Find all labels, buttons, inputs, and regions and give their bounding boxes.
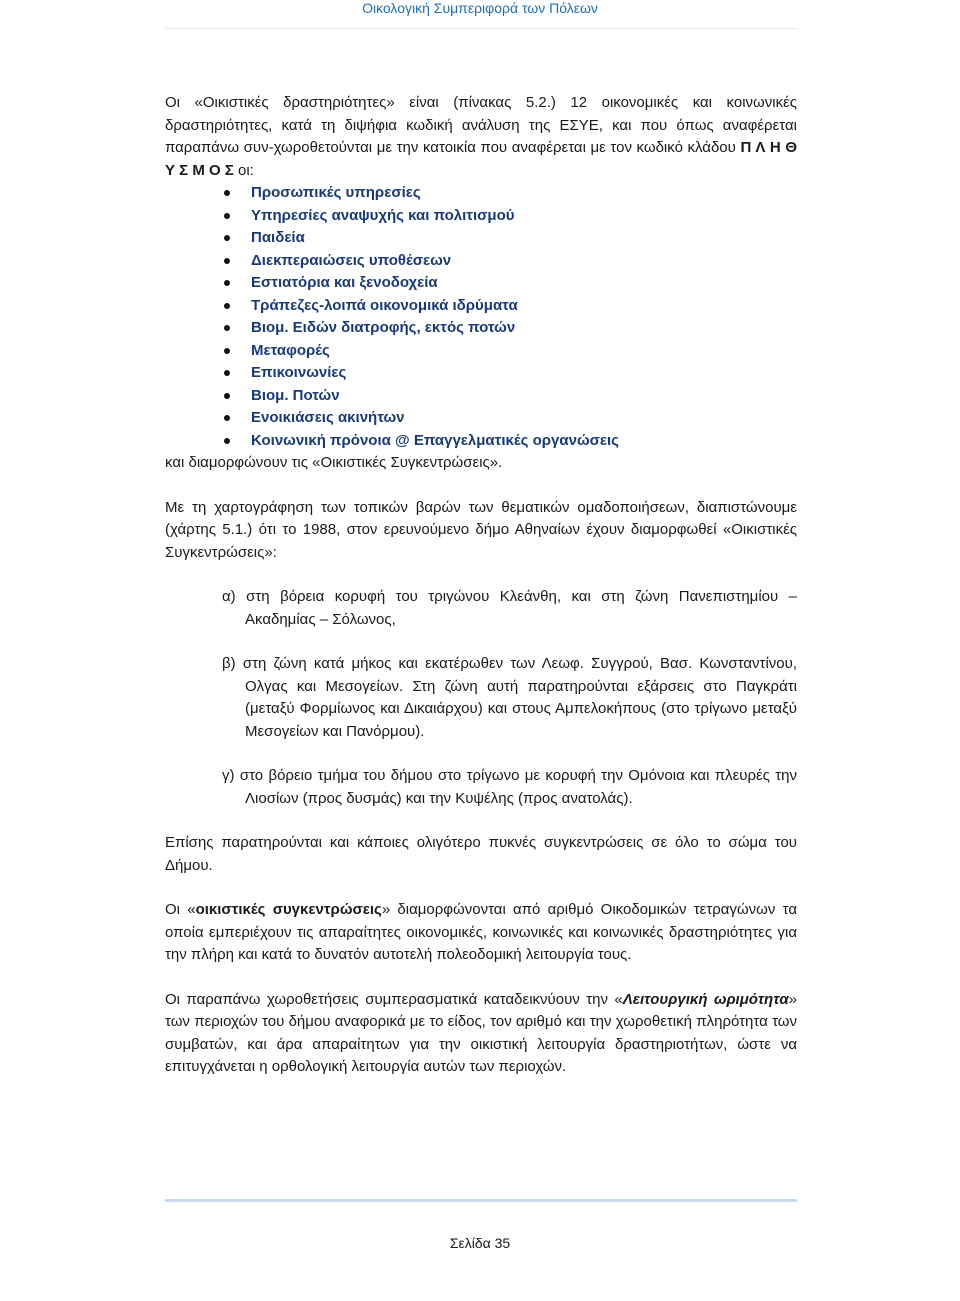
density-paragraph: Επίσης παρατηρούνται και κάποιες ολιγότερο πυκνές συγκεντρώσεις σε όλο το σώμα του Δήμου.	[165, 834, 797, 874]
concentrations-post: » διαμορφώνονται από αριθμό Οικοδομικών τετραγώνων τα οποία εμπεριέχουν τις απαραίτητες οικονομικές, κοινωνικές και κοινωνικές δραστηριότητες για την πλήρη και κατά το δυνατόν αυτοτελή πολεοδομική λειτουργία τους.	[165, 901, 797, 963]
concentrations-pre: Οι «	[165, 901, 196, 918]
concentrations-term: οικιστικές συγκεντρώσεις	[195, 901, 382, 918]
sector-code: Π Λ Η Θ Υ Σ Μ Ο Σ	[165, 139, 797, 179]
list-item: Βιομ. Ειδών διατροφής, εκτός ποτών	[165, 317, 797, 340]
intro-tail: οι:	[233, 161, 254, 179]
item-a: α) στη βόρεια κορυφή του τριγώνου Κλεάνθη, και στη ζώνη Πανεπιστημίου – Ακαδημίας – Σόλωνος,	[222, 588, 797, 628]
header-divider	[165, 28, 797, 29]
list-item: Μεταφορές	[165, 340, 797, 363]
maturity-term: Λειτουργική ωριμότητα	[622, 990, 789, 1008]
concentrations-paragraph	[165, 899, 797, 967]
list-item: Επικοινωνίες	[165, 362, 797, 385]
item-b: β) στη ζώνη κατά μήκος και εκατέρωθεν των Λεωφ. Συγγρού, Βασ. Κωνσταντίνου, Ολγας και Μεσογείων. Στη ζώνη αυτή παρατηρούνται εξάρσεις στο Παγκράτι (μεταξύ Φορμίωνος και Δικαιάρχου) και στους Αμπελοκήπους (στο τρίγωνο μεταξύ Μεσογείων και Πανόρμου).	[222, 655, 797, 740]
page-body	[165, 92, 797, 1079]
item-c: γ) στο βόρειο τμήμα του δήμου στο τρίγωνο με κορυφή την Ομόνοια και πλευρές την Λιοσίων (προς δυσμάς) και την Κυψέλης (προς ανατολάς).	[222, 767, 797, 807]
list-item: Κοινωνική πρόνοια @ Επαγγελματικές οργανώσεις	[165, 430, 797, 453]
intro-paragraph	[165, 92, 797, 182]
list-item: Εστιατόρια και ξενοδοχεία	[165, 272, 797, 295]
mapping-paragraph: Με τη χαρτογράφηση των τοπικών βαρών των θεματικών ομαδοποιήσεων, διαπιστώνουμε (χάρτης 5.1.) ότι το 1988, στον ερευνούμενο δήμο Αθηναίων έχουν διαμορφωθεί «Οικιστικές Συγκεντρώσεις»:	[165, 498, 797, 561]
list-item: Υπηρεσίες αναψυχής και πολιτισμού	[165, 205, 797, 228]
after-list-text: και διαμορφώνουν τις «Οικιστικές Συγκεντρώσεις».	[165, 454, 503, 471]
maturity-post: » των περιοχών του δήμου αναφορικά με το είδος, τον αριθμό και την χωροθετική πληρότητα των συμβατών, και άρα απαραίτητων για την οικιστική λειτουργία δραστηριοτήτων, ώστε να επιτυγχάνεται η ορθολογική λειτουργία αυτών των περιοχών.	[165, 990, 797, 1075]
list-item: Βιομ. Ποτών	[165, 385, 797, 408]
page-number: Σελίδα 35	[449, 1235, 511, 1251]
list-item: Προσωπικές υπηρεσίες	[165, 182, 797, 205]
running-header: Οικολογική Συμπεριφορά των Πόλεων	[362, 0, 598, 16]
list-item: Ενοικιάσεις ακινήτων	[165, 407, 797, 430]
list-item: Παιδεία	[165, 227, 797, 250]
maturity-paragraph	[165, 989, 797, 1079]
list-item: Τράπεζες-λοιπά οικονομικά ιδρύματα	[165, 295, 797, 318]
list-item: Διεκπεραιώσεις υποθέσεων	[165, 250, 797, 273]
activities-list	[165, 182, 797, 452]
footer-divider	[165, 1199, 797, 1202]
maturity-pre: Οι παραπάνω χωροθετήσεις συμπερασματικά καταδεικνύουν την «	[165, 990, 623, 1008]
intro-text: Οι «Οικιστικές δραστηριότητες» είναι (πίνακας 5.2.) 12 οικονομικές και κοινωνικές δραστηριότητες, κατά τη διψήφια κωδική ανάλυση της ΕΣΥΕ, και που όπως αναφέρεται παραπάνω συν-χωροθετούνται με την κατοικία που αναφέρεται με τον κωδικό κλάδου	[165, 94, 797, 156]
